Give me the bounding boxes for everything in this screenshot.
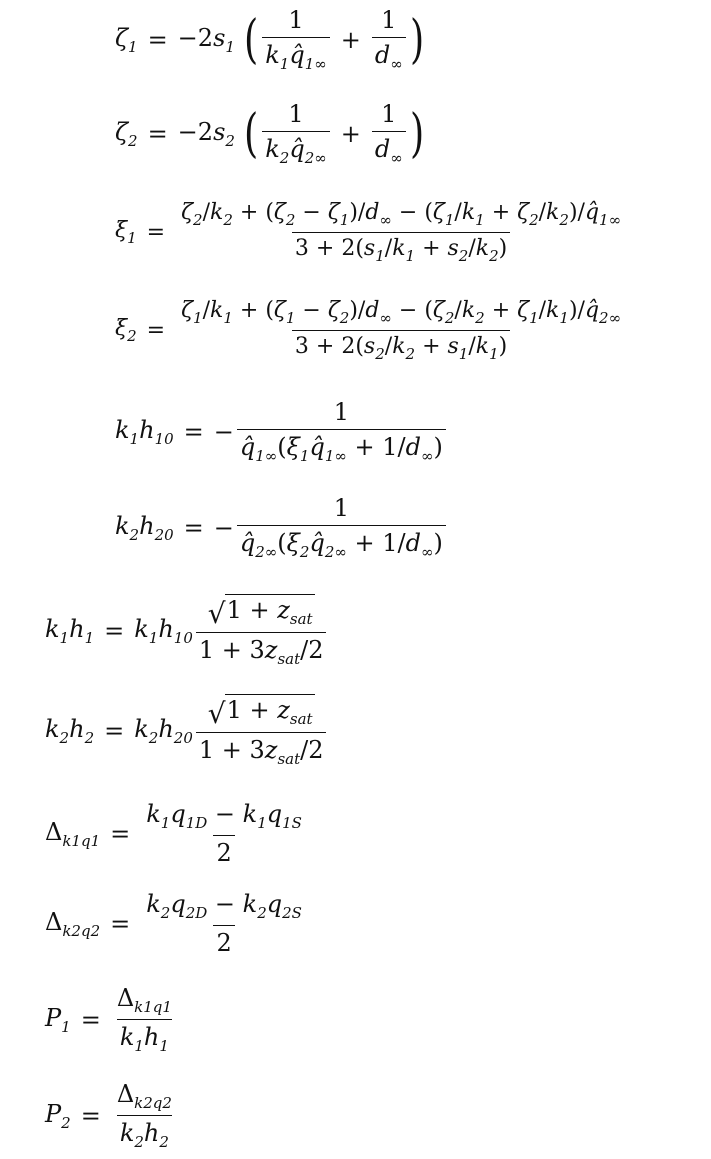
equation-zeta2: $\zeta_2$ = $-2s_2$ ( $\frac{1}{k_2q̂_{2\infty}}$ + $\frac{1}{d_\infty}$ ) (115, 100, 424, 167)
equation-delta-k1q1: $\Delta_{k1q1}$ = $\frac{k_1q_{1D} - k_1q_{1S}}{2}$ (45, 800, 302, 867)
equation-delta-k2q2: $\Delta_{k2q2}$ = $\frac{k_2q_{2D} - k_2q_{2S}}{2}$ (45, 890, 302, 957)
equation-xi1: $\xi_1$ = $\frac{\zeta_2/k_2 + (\zeta_2 - \zeta_1)/d_\infty - (\zeta_1/k_1 + \zeta_2/k_2)/q̂_{1\infty}}{3 + 2(s_1/k_1 + s_2/k_2)}$ (115, 200, 622, 265)
equation-p2: $P_2$ = $\frac{\Delta_{k2q2}}{k_2h_2}$ (45, 1080, 172, 1151)
eq-lhs: $\zeta_2$ (115, 117, 138, 150)
equation-k2h20: $k_2h_{20}$ = − $\frac{1}{q̂_{2\infty}(\xi_2q̂_{2\infty} + 1/d_\infty)}$ (115, 494, 449, 561)
equation-k1h10: $k_1h_{10}$ = − $\frac{1}{q̂_{1\infty}(\xi_1q̂_{1\infty} + 1/d_\infty)}$ (115, 398, 449, 465)
eq-lhs: $\zeta_1$ (115, 23, 138, 56)
equation-k2h2: $k_2h_2$ = $k_2h_{20}$ √ $1 + z_{sat}$ $1 + 3z_{sat}/2$ (45, 694, 329, 768)
equation-p1: $P_1$ = $\frac{\Delta_{k1q1}}{k_1h_1}$ (45, 984, 172, 1055)
equation-k1h1: $k_1h_1$ = $k_1h_{10}$ √ $1 + z_{sat}$ $1 + 3z_{sat}/2$ (45, 594, 329, 668)
equation-xi2: $\xi_2$ = $\frac{\zeta_1/k_1 + (\zeta_1 - \zeta_2)/d_\infty - (\zeta_2/k_2 + \zeta_1/k_1)/q̂_{2\infty}}{3 + 2(s_2/k_2 + s_1/k_1)}$ (115, 298, 622, 363)
equation-zeta1: $\zeta_1$ = $-2s_1$ ( $\frac{1}{k_1q̂_{1\infty}}$ + $\frac{1}{d_\infty}$ ) (115, 6, 424, 73)
